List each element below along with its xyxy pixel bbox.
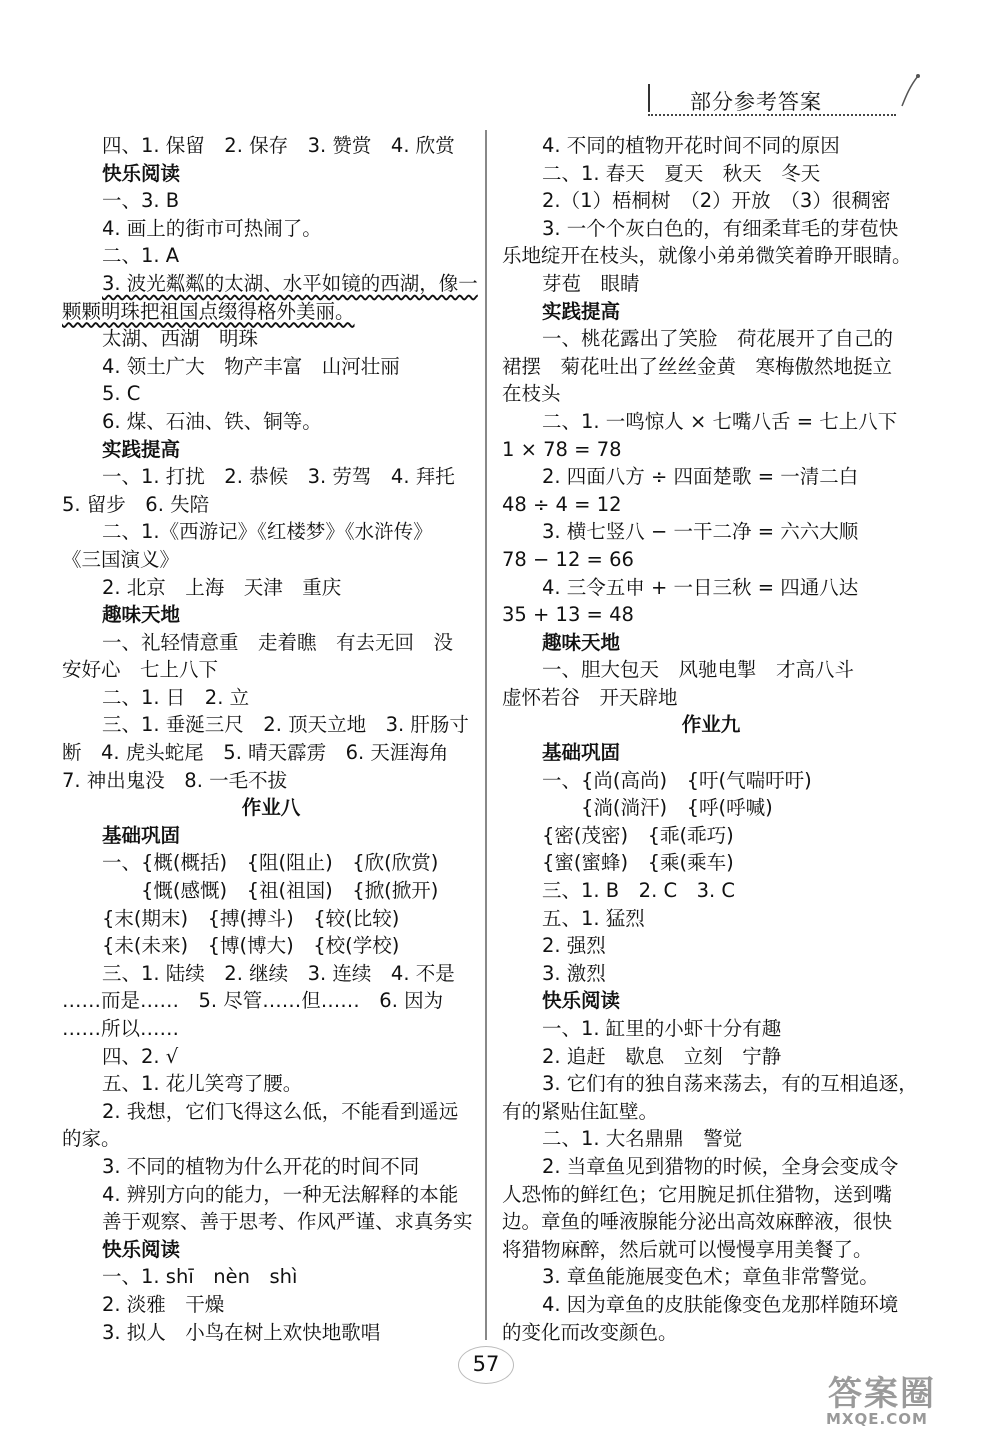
left-column-line: 3. 不同的植物为什么开花的时间不同 <box>102 1154 420 1178</box>
right-column-line: 35 + 13 = 48 <box>502 603 634 627</box>
right-column-line: 3. 横七竖八 − 一干二净 = 六六大顺 <box>542 520 859 544</box>
right-column-line: 的变化而改变颜色。 <box>502 1320 678 1344</box>
right-column-line: 人恐怖的鲜红色；它用腕足抓住猎物，送到嘴 <box>502 1182 893 1206</box>
page-number <box>458 1346 514 1386</box>
right-column-line: 将猎物麻醉，然后就可以慢慢享用美餐了。 <box>502 1237 873 1261</box>
right-column-line: 有的紧贴住缸壁。 <box>502 1099 659 1123</box>
right-column-line: 4. 三令五申 + 一日三秋 = 四通八达 <box>542 575 859 599</box>
left-column <box>62 132 480 1346</box>
left-column-line: 颗颗明珠把祖国点缀得格外美丽。 <box>62 299 355 323</box>
left-column-line: 四、2. √ <box>102 1044 179 1068</box>
left-column-line: 二、1.《西游记》《红楼梦》《水浒传》 <box>102 520 433 544</box>
right-column-line: 二、1. 一鸣惊人 × 七嘴八舌 = 七上八下 <box>542 409 898 433</box>
left-column-line: ……而是…… 5. 尽管……但…… 6. 因为 <box>62 989 444 1013</box>
right-column-line: {淌(淌汗) {呼(呼喊) <box>542 796 773 820</box>
left-column-line: {末(期末) {搏(搏斗) {较(比较) <box>102 906 400 930</box>
left-column-line: 二、1. A <box>102 244 180 268</box>
left-column-line: 四、1. 保留 2. 保存 3. 赞赏 4. 欣赏 <box>102 134 455 157</box>
right-column-line: 一、{尚(高尚) {吁(气喘吁吁) <box>542 768 812 792</box>
watermark-logo <box>820 1366 990 1432</box>
left-column-line: 三、1. 垂涎三尺 2. 顶天立地 3. 肝肠寸 <box>102 713 469 737</box>
right-column-line: 3. 章鱼能施展变色术；章鱼非常警觉。 <box>542 1265 879 1289</box>
left-column-line: 一、3. B <box>102 189 180 213</box>
right-column-line: 4. 不同的植物开花时间不同的原因 <box>542 134 840 157</box>
left-column-line: 5. C <box>102 382 141 406</box>
right-column-line: {密(茂密) {乖(乖巧) <box>542 823 734 847</box>
left-column-line: 一、{概(概括) {阻(阻止) {欣(欣赏) <box>102 851 439 875</box>
right-column-line: 裙摆 菊花吐出了丝丝金黄 寒梅傲然地挺立 <box>502 354 893 378</box>
left-column-line: 基础巩固 <box>102 823 181 847</box>
left-column-line: 实践提高 <box>102 437 181 461</box>
right-column-line: 3. 它们有的独自荡来荡去，有的互相追逐， <box>542 1072 918 1096</box>
left-column-line: 4. 领土广大 物产丰富 山河壮丽 <box>102 354 400 378</box>
right-column-line: 基础巩固 <box>542 741 621 765</box>
header-title: 部分参考答案 <box>690 90 822 114</box>
left-column-line: 太湖、西湖 明珠 <box>102 327 259 351</box>
right-column-line: 48 ÷ 4 = 12 <box>502 492 622 516</box>
left-column-line: 2. 淡雅 干燥 <box>102 1292 225 1316</box>
watermark-text-en: MXQE.COM <box>826 1410 928 1428</box>
right-column-line: 3. 激烈 <box>542 961 606 985</box>
left-column-line: 一、1. 打扰 2. 恭候 3. 劳驾 4. 拜托 <box>102 465 455 489</box>
page-header <box>648 84 896 116</box>
right-column-line: 2. 当章鱼见到猎物的时候，全身会变成令 <box>542 1154 899 1178</box>
right-column-line: 乐地绽开在枝头，就像小弟弟微笑着睁开眼睛。 <box>502 244 912 268</box>
right-column-line: 在枝头 <box>502 382 561 406</box>
left-column-line: 趣味天地 <box>102 603 181 627</box>
right-column-line: {蜜(蜜蜂) {乘(乘车) <box>542 851 734 875</box>
header-bar <box>648 84 650 112</box>
right-column-line: 虚怀若谷 开天辟地 <box>502 685 678 709</box>
left-column-line: ……所以…… <box>62 1017 180 1040</box>
left-column-line: 7. 神出鬼没 8. 一毛不拔 <box>62 768 288 792</box>
right-column-line: 实践提高 <box>542 299 621 323</box>
left-column-line: 2. 我想，它们飞得这么低，不能看到遥远 <box>102 1099 459 1123</box>
left-column-line: 3. 波光粼粼的太湖、水平如镜的西湖，像一 <box>102 271 478 295</box>
left-column-line: 五、1. 花儿笑弯了腰。 <box>102 1072 303 1096</box>
right-column-line: 78 − 12 = 66 <box>502 547 634 571</box>
left-column-line: 二、1. 日 2. 立 <box>102 685 250 709</box>
column-divider <box>485 130 487 1340</box>
left-column-line: 5. 留步 6. 失陪 <box>62 492 210 516</box>
right-column <box>502 132 920 1346</box>
quill-flourish-icon <box>898 72 922 108</box>
left-column-line: 一、礼轻情意重 走着瞧 有去无回 没 <box>102 630 454 654</box>
left-column-line: 善于观察、善于思考、作风严谨、求真务实 <box>102 1210 473 1234</box>
right-column-line: 2.（1）梧桐树 （2）开放 （3）很稠密 <box>542 189 891 213</box>
left-column-line: {慨(感慨) {祖(祖国) {掀(掀开) <box>102 879 439 903</box>
watermark-text-cn: 答案圈 <box>828 1374 936 1414</box>
left-column-line: 的家。 <box>62 1127 121 1151</box>
left-column-line: 2. 北京 上海 天津 重庆 <box>102 575 342 599</box>
left-column-line: 作业八 <box>241 796 301 820</box>
right-column-line: 4. 因为章鱼的皮肤能像变色龙那样随环境 <box>542 1292 899 1316</box>
right-column-line: 一、1. 缸里的小虾十分有趣 <box>542 1017 782 1040</box>
left-column-line: 4. 画上的街市可热闹了。 <box>102 216 322 240</box>
right-column-line: 五、1. 猛烈 <box>542 906 645 930</box>
right-column-line: 2. 四面八方 ÷ 四面楚歌 = 一清二白 <box>542 465 859 489</box>
left-column-line: 安好心 七上八下 <box>62 658 219 682</box>
left-column-line: 一、1. shī nèn shì <box>102 1265 298 1289</box>
right-column-line: 作业九 <box>681 713 741 737</box>
right-column-line: 2. 强烈 <box>542 934 606 958</box>
right-column-line: 二、1. 春天 夏天 秋天 冬天 <box>542 161 821 185</box>
right-column-line: 二、1. 大名鼎鼎 警觉 <box>542 1127 743 1151</box>
right-column-line: 边。章鱼的唾液腺能分泌出高效麻醉液，很快 <box>502 1210 893 1234</box>
left-column-line: {未(未来) {博(博大) {校(学校) <box>102 934 400 958</box>
left-column-line: 3. 拟人 小鸟在树上欢快地歌唱 <box>102 1320 381 1344</box>
right-column-line: 三、1. B 2. C 3. C <box>542 879 736 903</box>
right-column-line: 1 × 78 = 78 <box>502 437 622 461</box>
left-column-line: 4. 辨别方向的能力，一种无法解释的本能 <box>102 1182 459 1206</box>
right-column-line: 趣味天地 <box>542 630 621 654</box>
right-column-line: 一、桃花露出了笑脸 荷花展开了自己的 <box>542 327 894 351</box>
left-column-line: 快乐阅读 <box>102 161 181 185</box>
right-column-line: 芽苞 眼睛 <box>542 271 640 295</box>
right-column-line: 一、胆大包天 风驰电掣 才高八斗 <box>542 658 855 682</box>
right-column-line: 2. 追赶 歇息 立刻 宁静 <box>542 1044 782 1068</box>
right-column-line: 3. 一个个灰白色的，有细柔茸毛的芽苞快 <box>542 216 899 240</box>
header-dotted-rule <box>648 114 896 116</box>
page-number-text: 57 <box>472 1352 500 1376</box>
left-column-line: 《三国演义》 <box>62 547 180 571</box>
left-column-line: 快乐阅读 <box>102 1237 181 1261</box>
left-column-line: 6. 煤、石油、铁、铜等。 <box>102 409 322 433</box>
left-column-line: 三、1. 陆续 2. 继续 3. 连续 4. 不是 <box>102 961 455 985</box>
left-column-line: 断 4. 虎头蛇尾 5. 晴天霹雳 6. 天涯海角 <box>62 741 449 765</box>
right-column-line: 快乐阅读 <box>542 989 621 1013</box>
